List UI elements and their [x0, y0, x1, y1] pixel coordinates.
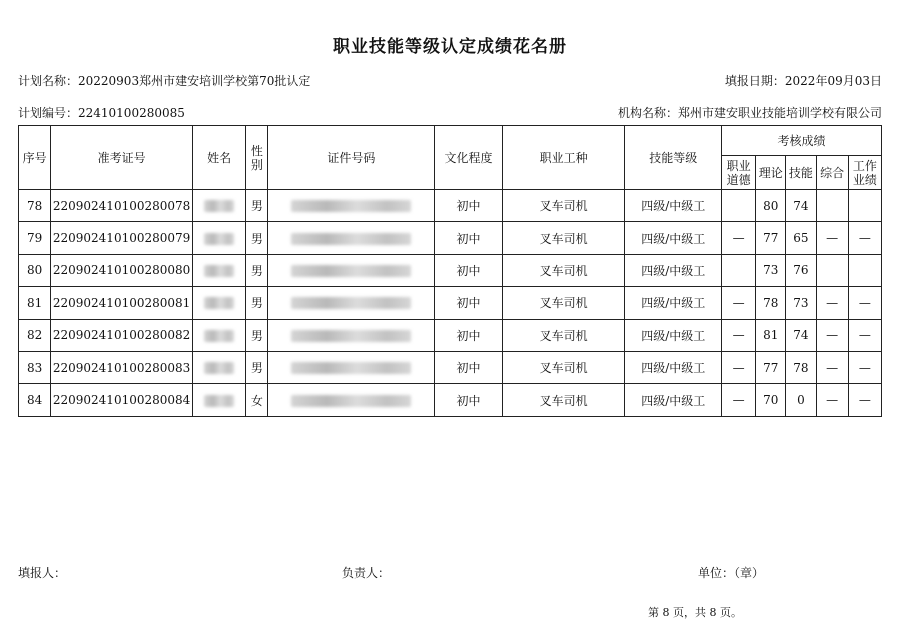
- table-row: [19, 384, 882, 416]
- cell-seq: 80: [19, 254, 51, 286]
- cell-job: 叉车司机: [502, 319, 625, 351]
- cell-theory: 77: [756, 351, 786, 383]
- cell-name-redacted: [192, 190, 245, 222]
- cell-id-redacted: [268, 190, 435, 222]
- header-name: 姓名: [192, 126, 245, 190]
- redacted-id: [291, 200, 411, 212]
- redacted-id: [291, 362, 411, 374]
- cell-comprehensive: [816, 254, 848, 286]
- footer-responsible: 负责人：: [342, 566, 391, 580]
- cell-gender: 男: [246, 287, 268, 319]
- cell-gender: 男: [246, 222, 268, 254]
- cell-seq: 83: [19, 351, 51, 383]
- cell-id-redacted: [268, 351, 435, 383]
- footer-filler: 填报人：: [18, 566, 67, 580]
- header-seq: 序号: [19, 126, 51, 190]
- cell-gender: 男: [246, 351, 268, 383]
- cell-seq: 84: [19, 384, 51, 416]
- cell-theory: 81: [756, 319, 786, 351]
- cell-job: 叉车司机: [502, 384, 625, 416]
- cell-comprehensive: —: [816, 319, 848, 351]
- cell-work: —: [848, 351, 881, 383]
- cell-job: 叉车司机: [502, 254, 625, 286]
- cell-work: [848, 190, 881, 222]
- table-row: [19, 319, 882, 351]
- header-level: 技能等级: [625, 126, 722, 190]
- cell-ethics: [721, 190, 755, 222]
- cell-seq: 81: [19, 287, 51, 319]
- cell-id-redacted: [268, 222, 435, 254]
- table-row: [19, 254, 882, 286]
- header-gender: 性别: [246, 126, 268, 190]
- cell-ethics: —: [721, 351, 755, 383]
- cell-level: 四级/中级工: [625, 190, 722, 222]
- cell-education: 初中: [435, 287, 502, 319]
- cell-education: 初中: [435, 254, 502, 286]
- table-row: [19, 287, 882, 319]
- cell-ticket: 220902410100280081: [51, 287, 193, 319]
- cell-theory: 70: [756, 384, 786, 416]
- cell-gender: 男: [246, 254, 268, 286]
- cell-comprehensive: —: [816, 222, 848, 254]
- cell-name-redacted: [192, 287, 245, 319]
- cell-seq: 82: [19, 319, 51, 351]
- cell-job: 叉车司机: [502, 287, 625, 319]
- cell-ethics: —: [721, 287, 755, 319]
- cell-name-redacted: [192, 384, 245, 416]
- cell-name-redacted: [192, 351, 245, 383]
- fill-date: 填报日期：2022年09月03日: [724, 74, 882, 88]
- cell-skill: 74: [786, 319, 816, 351]
- header-job: 职业工种: [502, 126, 625, 190]
- plan-number: 计划编号：22410100280085: [18, 106, 185, 120]
- redacted-name: [204, 265, 234, 277]
- redacted-id: [291, 265, 411, 277]
- redacted-id: [291, 395, 411, 407]
- cell-id-redacted: [268, 287, 435, 319]
- cell-seq: 78: [19, 190, 51, 222]
- cell-ethics: [721, 254, 755, 286]
- header-exam-scores: 考核成绩: [721, 126, 881, 156]
- cell-ethics: —: [721, 384, 755, 416]
- redacted-name: [204, 200, 234, 212]
- page-number: 第 8 页，共 8 页。: [648, 606, 742, 619]
- cell-comprehensive: [816, 190, 848, 222]
- cell-skill: 76: [786, 254, 816, 286]
- cell-id-redacted: [268, 319, 435, 351]
- cell-comprehensive: —: [816, 384, 848, 416]
- redacted-id: [291, 233, 411, 245]
- cell-gender: 男: [246, 319, 268, 351]
- footer-unit-seal: 单位：（章）: [698, 566, 765, 580]
- cell-ethics: —: [721, 222, 755, 254]
- header-theory: 理论: [756, 156, 786, 190]
- redacted-name: [204, 395, 234, 407]
- cell-level: 四级/中级工: [625, 351, 722, 383]
- cell-skill: 65: [786, 222, 816, 254]
- cell-skill: 78: [786, 351, 816, 383]
- cell-work: —: [848, 222, 881, 254]
- header-education: 文化程度: [435, 126, 502, 190]
- cell-level: 四级/中级工: [625, 319, 722, 351]
- cell-job: 叉车司机: [502, 351, 625, 383]
- cell-ticket: 220902410100280078: [51, 190, 193, 222]
- cell-ticket: 220902410100280084: [51, 384, 193, 416]
- cell-education: 初中: [435, 351, 502, 383]
- table-row: [19, 222, 882, 254]
- cell-ticket: 220902410100280082: [51, 319, 193, 351]
- cell-name-redacted: [192, 319, 245, 351]
- document-title: 职业技能等级认定成绩花名册: [333, 37, 567, 57]
- cell-level: 四级/中级工: [625, 222, 722, 254]
- redacted-name: [204, 362, 234, 374]
- cell-level: 四级/中级工: [625, 287, 722, 319]
- cell-comprehensive: —: [816, 351, 848, 383]
- cell-level: 四级/中级工: [625, 384, 722, 416]
- score-roster-table: [18, 125, 882, 417]
- cell-name-redacted: [192, 222, 245, 254]
- institution-name: 机构名称：郑州市建安职业技能培训学校有限公司: [617, 106, 882, 120]
- header-comprehensive: 综合: [816, 156, 848, 190]
- cell-education: 初中: [435, 384, 502, 416]
- header-skill: 技能: [786, 156, 816, 190]
- cell-gender: 男: [246, 190, 268, 222]
- table-row: [19, 351, 882, 383]
- cell-work: —: [848, 287, 881, 319]
- cell-ethics: —: [721, 319, 755, 351]
- cell-theory: 80: [756, 190, 786, 222]
- cell-work: —: [848, 319, 881, 351]
- cell-theory: 77: [756, 222, 786, 254]
- header-ticket: 准考证号: [51, 126, 193, 190]
- cell-theory: 73: [756, 254, 786, 286]
- cell-ticket: 220902410100280083: [51, 351, 193, 383]
- cell-ticket: 220902410100280080: [51, 254, 193, 286]
- cell-theory: 78: [756, 287, 786, 319]
- cell-seq: 79: [19, 222, 51, 254]
- redacted-name: [204, 297, 234, 309]
- cell-skill: 0: [786, 384, 816, 416]
- cell-education: 初中: [435, 222, 502, 254]
- cell-job: 叉车司机: [502, 222, 625, 254]
- cell-education: 初中: [435, 319, 502, 351]
- cell-level: 四级/中级工: [625, 254, 722, 286]
- cell-comprehensive: —: [816, 287, 848, 319]
- redacted-name: [204, 233, 234, 245]
- cell-work: —: [848, 384, 881, 416]
- redacted-id: [291, 297, 411, 309]
- cell-id-redacted: [268, 254, 435, 286]
- cell-name-redacted: [192, 254, 245, 286]
- table-row: [19, 190, 882, 222]
- cell-skill: 73: [786, 287, 816, 319]
- plan-name: 计划名称：20220903郑州市建安培训学校第70批认定: [18, 74, 311, 88]
- redacted-name: [204, 330, 234, 342]
- header-ethics: 职业道德: [721, 156, 755, 190]
- cell-ticket: 220902410100280079: [51, 222, 193, 254]
- header-work-performance: 工作业绩: [848, 156, 881, 190]
- cell-education: 初中: [435, 190, 502, 222]
- redacted-id: [291, 330, 411, 342]
- cell-skill: 74: [786, 190, 816, 222]
- header-id-number: 证件号码: [268, 126, 435, 190]
- cell-id-redacted: [268, 384, 435, 416]
- cell-gender: 女: [246, 384, 268, 416]
- cell-job: 叉车司机: [502, 190, 625, 222]
- cell-work: [848, 254, 881, 286]
